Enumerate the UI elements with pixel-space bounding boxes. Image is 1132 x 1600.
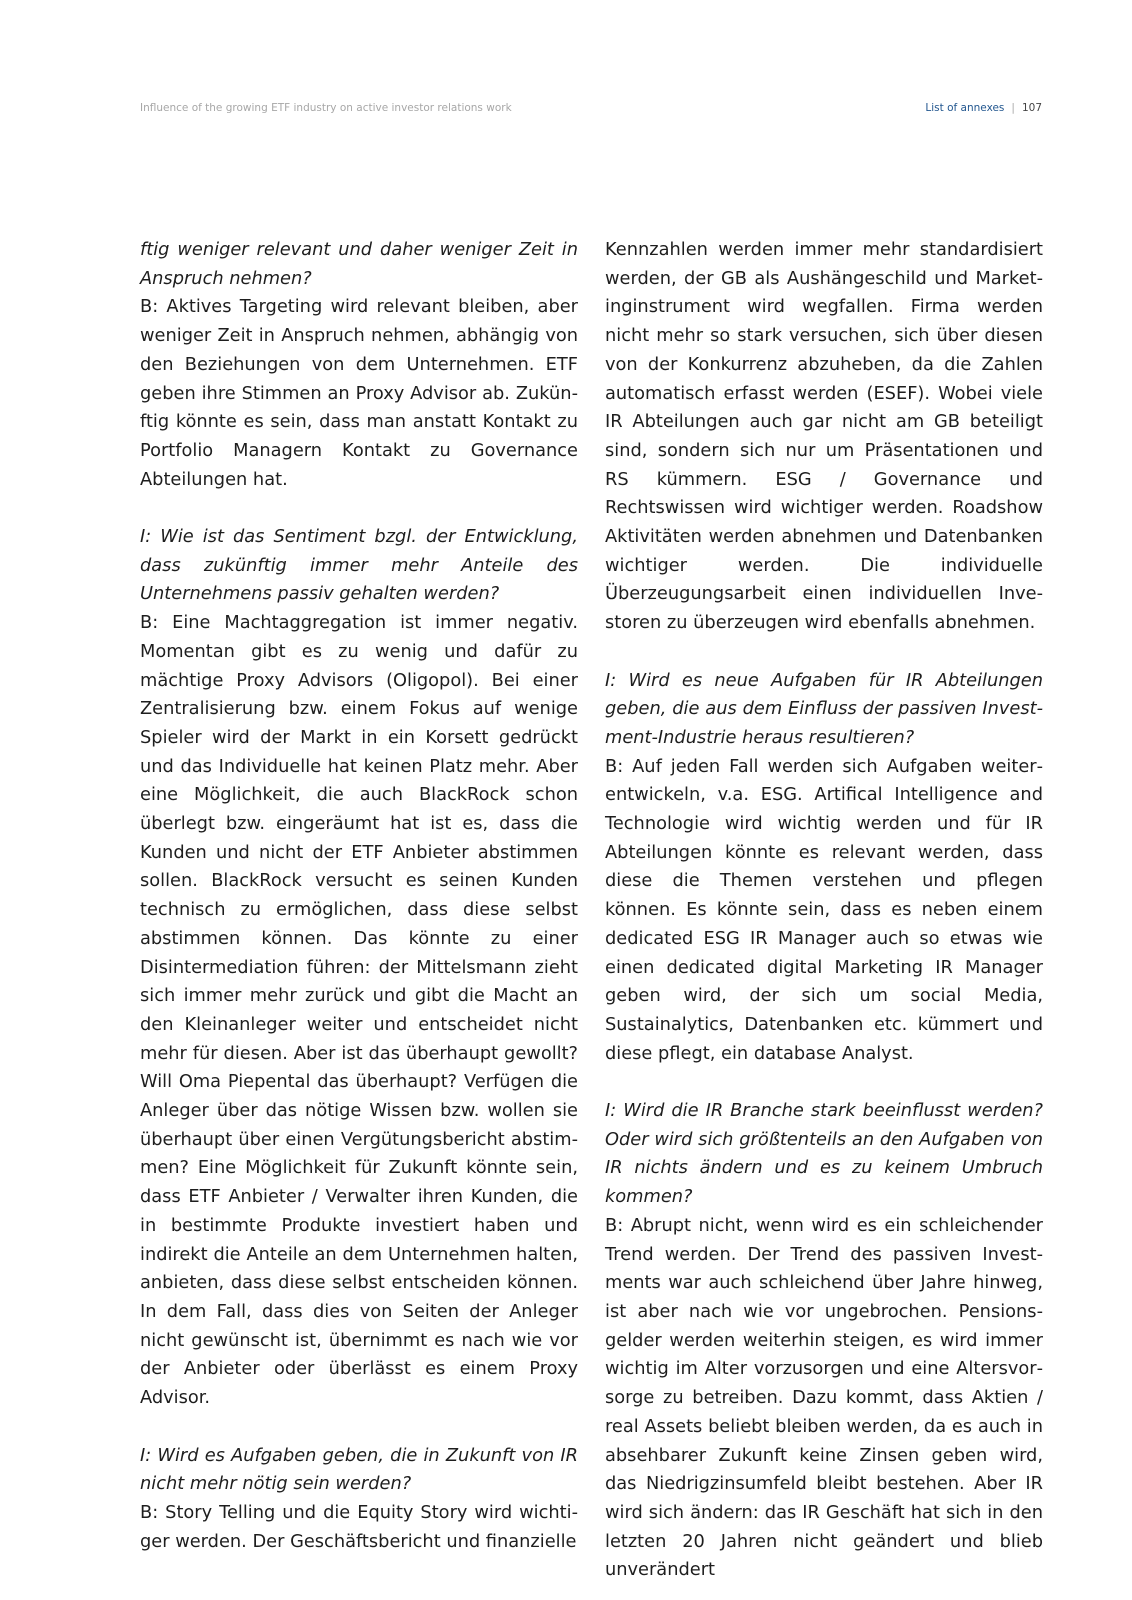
document-title: Influence of the growing ETF industry on active investor relations work [140,102,512,114]
interview-answer: B: Auf jeden Fall werden sich Aufgaben weiterentwickeln, v.a. ESG. Artifical Intelligence and Technologie wird wichtig werden und für IR Abteilungen könnte es relevant werden, dass diese die Themen verstehen und pflegen können. Es könnte sein, dass es neben einem dedicated ESG IR Manager auch so etwas wie einen dedicated digital Marketing IR Manager geben wird, der sich um social Media, Sustainalytics, Datenbanken etc. kümmert und diese pflegt, ein database Analyst. [605,755,1043,1064]
section-title: List of annexes [925,102,1005,114]
interview-answer: B: Eine Machtaggregation ist immer negativ. Momentan gibt es zu wenig und dafür zu mächtige Proxy Advisors (Oligopol). Bei einer Zentralisierung bzw. einem Fokus auf wenige Spieler wird der Markt in ein Korsett gedrückt und das Individuelle hat keinen Platz mehr. Aber eine Möglichkeit, die auch BlackRock schon überlegt bzw. eingeräumt hat ist es, dass die Kunden und nicht der ETF Anbieter abstimmen sollen. BlackRock versucht es seinen Kunden technisch zu ermöglichen, dass diese selbst abstimmen können. Das könnte zu einer Disintermediation führen: der Mittelsmann zieht sich immer mehr zurück und gibt die Macht an den Kleinanleger weiter und entscheidet nicht mehr für diesen. Aber ist das überhaupt gewollt? Will Oma Piepental das überhaupt? Verfügen die Anleger über das nötige Wissen bzw. wollen sie überhaupt über einen Vergütungsbericht abstimmen? Eine Möglichkeit für Zukunft könnte sein, dass ETF Anbieter / Verwalter ihren Kunden, die in bestimmte Produkte investiert haben und indirekt die Anteile an dem Unternehmen halten, anbieten, dass diese selbst entscheiden können. In dem Fall, dass dies von Seiten der Anleger nicht gewünscht ist, übernimmt es nach wie vor der Anbieter oder überlässt es einem Proxy Advisor. [140,612,578,1409]
interview-answer: Kennzahlen werden immer mehr standardisiert werden, der GB als Aushängeschild und Marketinginstrument wird wegfallen. Firma werden nicht mehr so stark versuchen, sich über diesen von der Konkurrenz abzuheben, da die Zahlen automatisch erfasst werden (ESEF). Wobei viele IR Abteilungen auch gar nicht am GB beteiligt sind, sondern sich nur um Präsentationen und RS kümmern. ESG / Governance und Rechtswissen wird wichtiger werden. Roadshow Aktivitäten werden abnehmen und Datenbanken wichtiger werden. Die individuelle Überzeugungsarbeit einen individuellen Investoren zu überzeugen wird ebenfalls abnehmen. [605,239,1043,634]
interview-answer: B: Story Telling und die Equity Story wird wichtiger werden. Der Geschäftsbericht und finanzielle [140,1501,578,1552]
right-column [605,236,1043,1585]
interview-question: I: Wie ist das Sentiment bzgl. der Entwicklung, dass zukünftig immer mehr Anteile des Unternehmens passiv gehalten werden? [140,526,578,605]
interview-question: I: Wird die IR Branche stark beeinflusst werden? Oder wird sich größtenteils an den Aufgaben von IR nichts ändern und es zu keinem Umbruch kommen? [605,1100,1043,1208]
page-number: 107 [1021,102,1042,114]
interview-question: I: Wird es neue Aufgaben für IR Abteilungen geben, die aus dem Einfluss der passiven Investment-Industrie heraus resultieren? [605,669,1043,748]
interview-answer: B: Abrupt nicht, wenn wird es ein schleichender Trend werden. Der Trend des passiven Investments war auch schleichend über Jahre hinweg, ist aber nach wie vor ungebrochen. Pensionsgelder werden weiterhin steigen, es wird immer wichtig im Alter vorzusorgen und eine Altersvorsorge zu betreiben. Dazu kommt, dass Aktien / real Assets beliebt bleiben werden, da es auch in absehbarer Zukunft keine Zinsen geben wird, das Niedrigzinsumfeld bleibt bestehen. Aber IR wird sich ändern: das IR Geschäft hat sich in den letzten 20 Jahren nicht geändert und blieb unverändert [605,1214,1043,1581]
interview-question: ftig weniger relevant und daher weniger Zeit in Anspruch nehmen? [140,239,578,289]
header-separator: | [1011,102,1015,114]
left-column [140,236,578,1556]
interview-question: I: Wird es Aufgaben geben, die in Zukunft von IR nicht mehr nötig sein werden? [140,1444,578,1495]
interview-answer: B: Aktives Targeting wird relevant bleiben, aber weniger Zeit in Anspruch nehmen, abhängig von den Beziehungen von dem Unternehmen. ETF geben ihre Stimmen an Proxy Advisor ab. Zukünftig könnte es sein, dass man anstatt Kontakt zu Portfolio Managern Kontakt zu Governance Abteilungen hat. [140,296,578,490]
running-header [140,98,1042,118]
section-page-label [925,98,1042,118]
